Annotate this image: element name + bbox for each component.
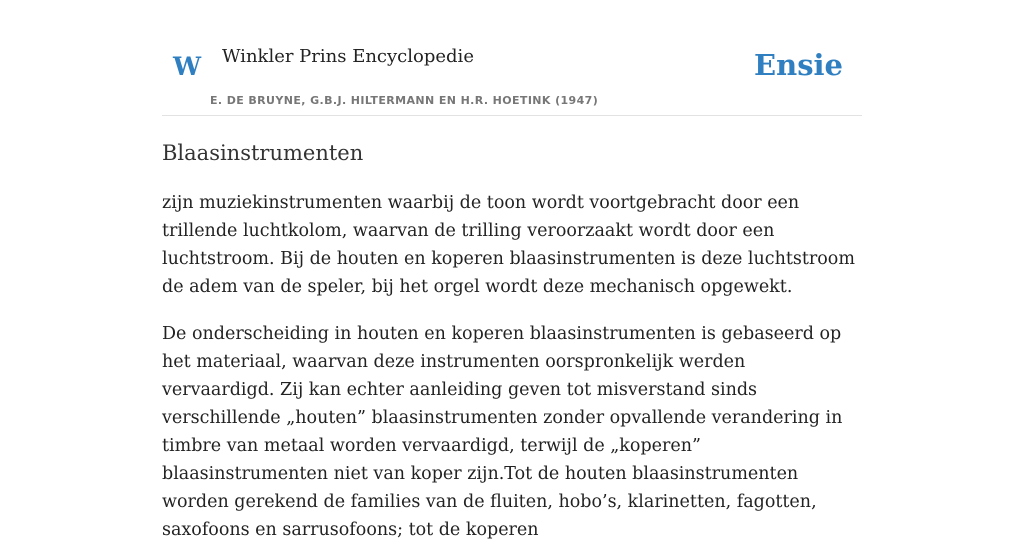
article-paragraph-1: zijn muziekinstrumenten waarbij de toon wordt voortgebracht door een trillende luchtkolom, waarvan de trilling veroorzaakt wordt door een luchtstroom. Bij de houten en koperen blaasinstrumenten is deze luchtstroom de adem van de speler, bij het orgel wordt deze mechanisch opgewekt. <box>162 193 855 298</box>
article <box>162 139 862 544</box>
encyclopedia-title-link[interactable]: Winkler Prins Encyclopedie <box>222 46 474 67</box>
article-title: Blaasinstrumenten <box>162 141 364 165</box>
winkler-prins-logo-icon[interactable]: W <box>173 52 202 81</box>
article-paragraph-2: De onderscheiding in houten en koperen blaasinstrumenten is gebaseerd op het materiaal, waarvan deze instrumenten oorspronkelijk werden vervaardigd. Zij kan echter aanleiding geven tot misverstand sinds verschillende „houten” blaasinstrumenten zonder opvallende verandering in timbre van metaal worden vervaardigd, terwijl de „koperen” blaasinstrumenten niet van koper zijn.Tot de houten blaasinstrumenten worden gerekend de families van de fluiten, hobo’s, klarinetten, fagotten, saxofoons en sarrusofoons; tot de koperen <box>162 324 843 541</box>
encyclopedia-authors: E. DE BRUYNE, G.B.J. HILTERMANN EN H.R. HOETINK (1947) <box>210 94 599 107</box>
encyclopedia-header <box>162 38 862 116</box>
ensie-logo[interactable]: Ensie <box>754 48 843 82</box>
